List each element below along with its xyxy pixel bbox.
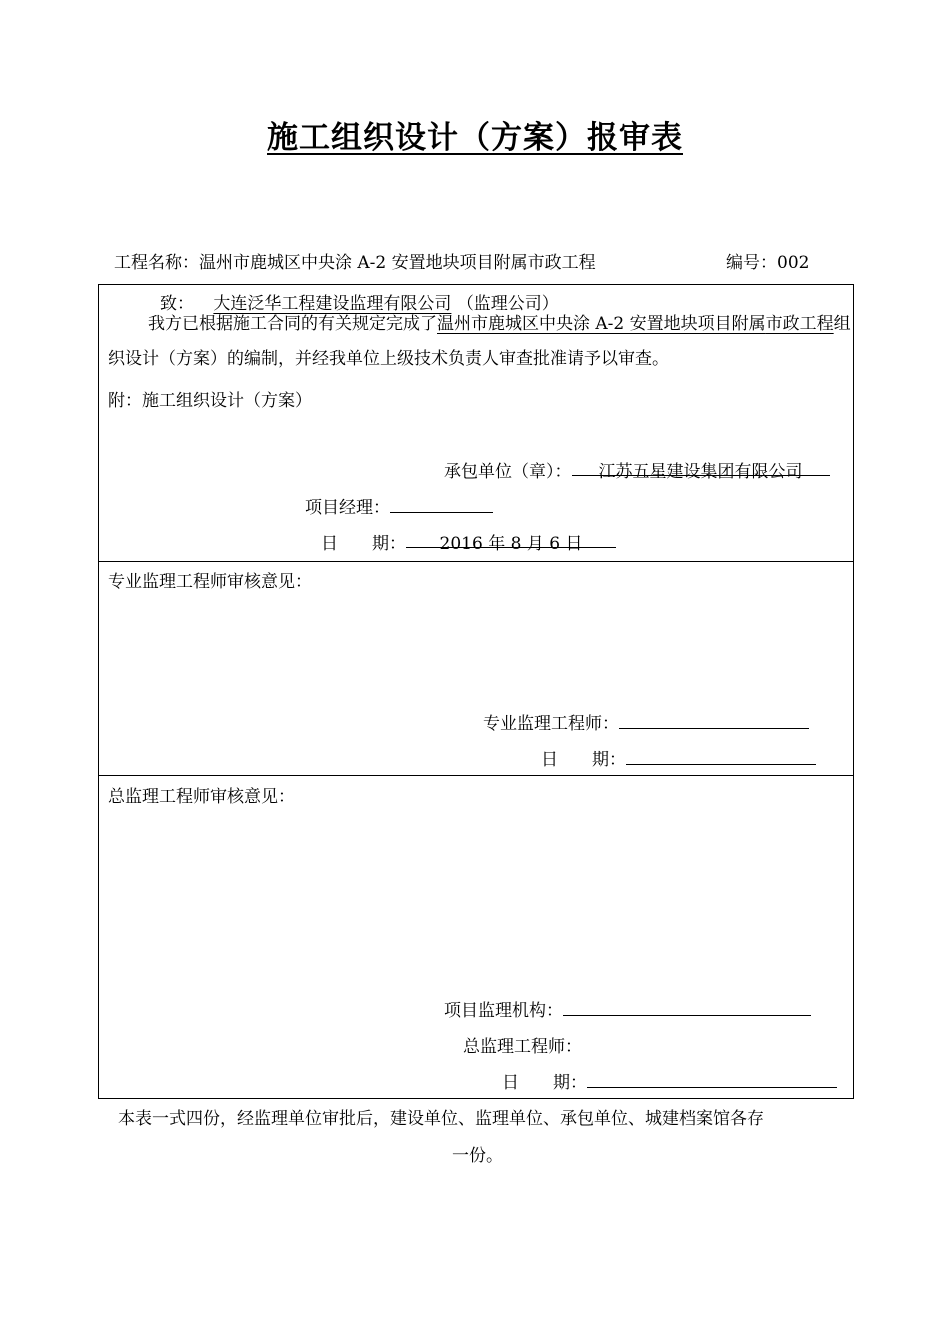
manager-line [305,493,493,518]
contractor-line [444,457,830,482]
engineer-date-blank [626,746,816,765]
divider-1 [98,561,854,562]
para-suffix: 组织设计（方案）的编制，并经我单位上级技术负责人审查批准请予以审查。 [108,314,851,369]
chief-date-blank [587,1069,837,1088]
date-label: 日 期： [321,534,406,554]
engineer-date-label: 日 期： [541,750,626,770]
page-title: 施工组织设计（方案）报审表 [267,120,683,156]
engineer-date-line [541,745,816,770]
project-name-field [114,248,596,273]
para-prefix: 我方已根据施工合同的有关规定完成了 [148,314,437,334]
project-name: 温州市鹿城区中央涂 A-2 安置地块项目附属市政工程 [199,253,596,273]
submission-paragraph [108,307,852,377]
para-project-2: 市政工程 [765,314,834,334]
org-blank [563,997,811,1016]
to-suffix: （监理公司） [456,294,559,314]
submission-date-line [321,529,616,554]
org-line [444,996,811,1021]
contractor-value: 江苏五星建设集团有限公司 [572,457,830,476]
number-value: 002 [777,253,810,273]
para-project-1: 温州市鹿城区中央涂 A-2 安置地块项目附属 [437,314,766,334]
chief-line [463,1032,582,1057]
attachment-note: 附：施工组织设计（方案） [108,391,312,411]
manager-label: 项目经理： [305,498,390,518]
form-number-field [726,248,809,273]
number-label: 编号： [726,253,777,273]
chief-date-label: 日 期： [502,1073,587,1093]
project-label: 工程名称： [114,253,199,273]
divider-2 [98,775,854,776]
engineer-review-heading: 专业监理工程师审核意见： [108,572,312,592]
to-label: 致： [160,294,194,314]
submission-date: 2016 年 8 月 6 日 [406,529,616,548]
chief-date-line [502,1068,837,1093]
org-label: 项目监理机构： [444,1001,563,1021]
engineer-blank [619,710,809,729]
chief-label: 总监理工程师： [463,1037,582,1057]
footer-note-1: 本表一式四份，经监理单位审批后，建设单位、监理单位、承包单位、城建档案馆各存 [118,1109,764,1129]
footer-note-2: 一份。 [452,1146,503,1166]
manager-signature-line [390,494,493,513]
engineer-label: 专业监理工程师： [483,714,619,734]
chief-review-heading: 总监理工程师审核意见： [108,787,295,807]
engineer-signature-line [483,709,809,734]
supervisor-company: 大连泛华工程建设监理有限公司 [213,294,452,314]
contractor-label: 承包单位（章）： [444,462,572,482]
